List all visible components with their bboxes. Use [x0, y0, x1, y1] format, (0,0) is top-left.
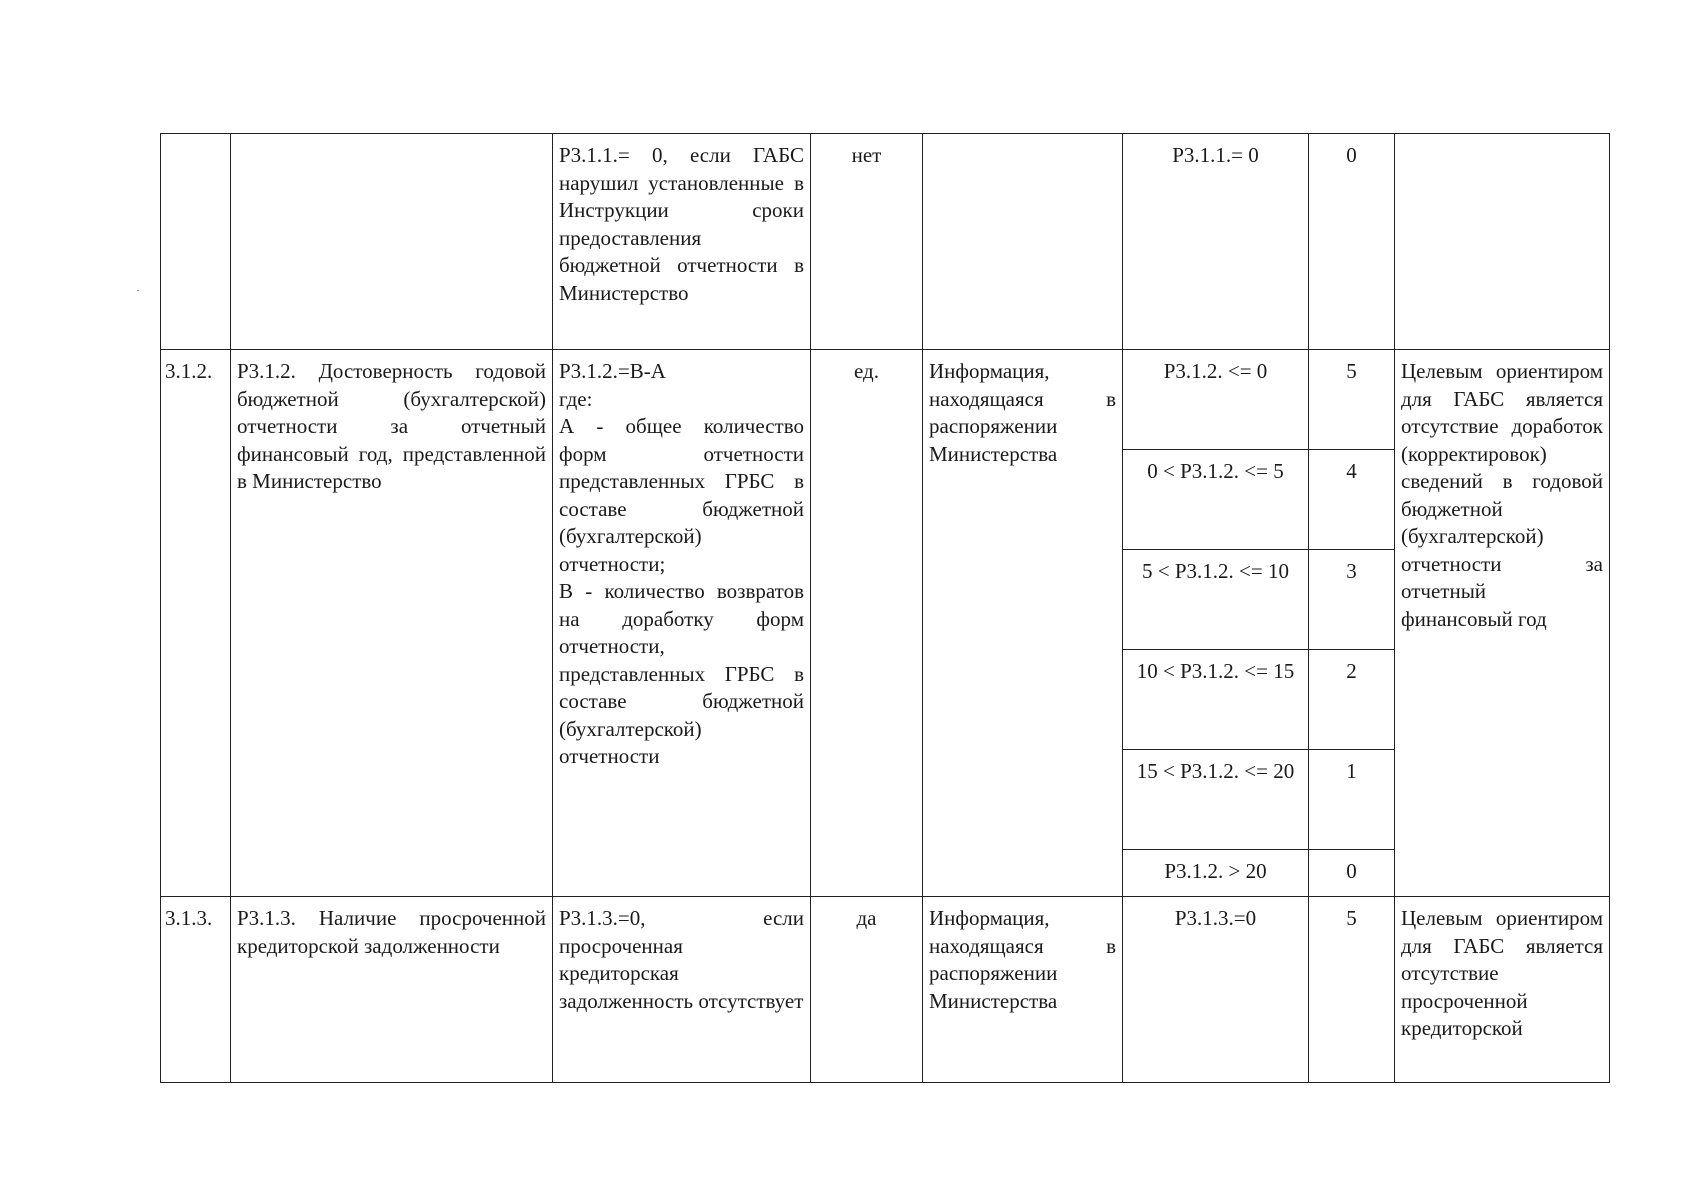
row-number-cell: 3.1.2. — [161, 350, 231, 897]
target-cell: Целевым ориентиром для ГАБС является отсутствие доработок (корректировок) сведений в годовой бюджетной (бухгалтерской) отчетности за отчетный финансовый год — [1395, 350, 1610, 897]
formula-line: где: — [559, 386, 593, 411]
criteria-score-cell: 0 — [1309, 850, 1395, 897]
scan-speck — [137, 290, 139, 291]
table-row — [161, 897, 1610, 1083]
criteria-score-cell: 0 — [1309, 134, 1395, 350]
unit-cell: нет — [811, 134, 923, 350]
row-number-cell: 3.1.3. — [161, 897, 231, 1083]
formula-line: А - общее количество форм отчетности представленных ГРБС в составе бюджетной (бухгалтерской) отчетности; — [559, 414, 804, 576]
source-cell — [923, 134, 1123, 350]
criteria-condition-cell: 15 < Р3.1.2. <= 20 — [1123, 750, 1309, 850]
criteria-condition-cell: 10 < Р3.1.2. <= 15 — [1123, 650, 1309, 750]
indicator-name-cell — [231, 134, 553, 350]
formula-cell: Р3.1.3.=0, если просроченная кредиторская задолженность отсутствует — [553, 897, 811, 1083]
unit-cell: да — [811, 897, 923, 1083]
formula-cell: Р3.1.1.= 0, если ГАБС нарушил установленные в Инструкции сроки предоставления бюджетной отчетности в Министерство — [553, 134, 811, 350]
indicator-name-cell: Р3.1.3. Наличие просроченной кредиторской задолженности — [231, 897, 553, 1083]
criteria-score-cell: 2 — [1309, 650, 1395, 750]
target-cell — [1395, 134, 1610, 350]
criteria-condition-cell: Р3.1.3.=0 — [1123, 897, 1309, 1083]
indicators-table — [160, 133, 1610, 1083]
unit-cell: ед. — [811, 350, 923, 897]
target-cell: Целевым ориентиром для ГАБС является отсутствие просроченной кредиторской — [1395, 897, 1610, 1083]
criteria-condition-cell: Р3.1.2. > 20 — [1123, 850, 1309, 897]
formula-line: В - количество возвратов на доработку форм отчетности, представленных ГРБС в составе бюджетной (бухгалтерской) отчетности — [559, 579, 804, 768]
criteria-condition-cell: Р3.1.2. <= 0 — [1123, 350, 1309, 450]
formula-line: Р3.1.2.=В-А — [559, 359, 666, 383]
row-number-cell — [161, 134, 231, 350]
criteria-score-cell: 5 — [1309, 897, 1395, 1083]
indicator-name-cell: Р3.1.2. Достоверность годовой бюджетной (бухгалтерской) отчетности за отчетный финансовый год, представленной в Министерство — [231, 350, 553, 897]
criteria-condition-cell: 0 < Р3.1.2. <= 5 — [1123, 450, 1309, 550]
table-row — [161, 350, 1610, 450]
criteria-score-cell: 4 — [1309, 450, 1395, 550]
criteria-score-cell: 3 — [1309, 550, 1395, 650]
table-row — [161, 134, 1610, 350]
criteria-score-cell: 1 — [1309, 750, 1395, 850]
criteria-condition-cell: Р3.1.1.= 0 — [1123, 134, 1309, 350]
formula-cell — [553, 350, 811, 897]
criteria-score-cell: 5 — [1309, 350, 1395, 450]
criteria-condition-cell: 5 < Р3.1.2. <= 10 — [1123, 550, 1309, 650]
source-cell: Информация, находящаяся в распоряжении Министерства — [923, 897, 1123, 1083]
source-cell: Информация, находящаяся в распоряжении Министерства — [923, 350, 1123, 897]
